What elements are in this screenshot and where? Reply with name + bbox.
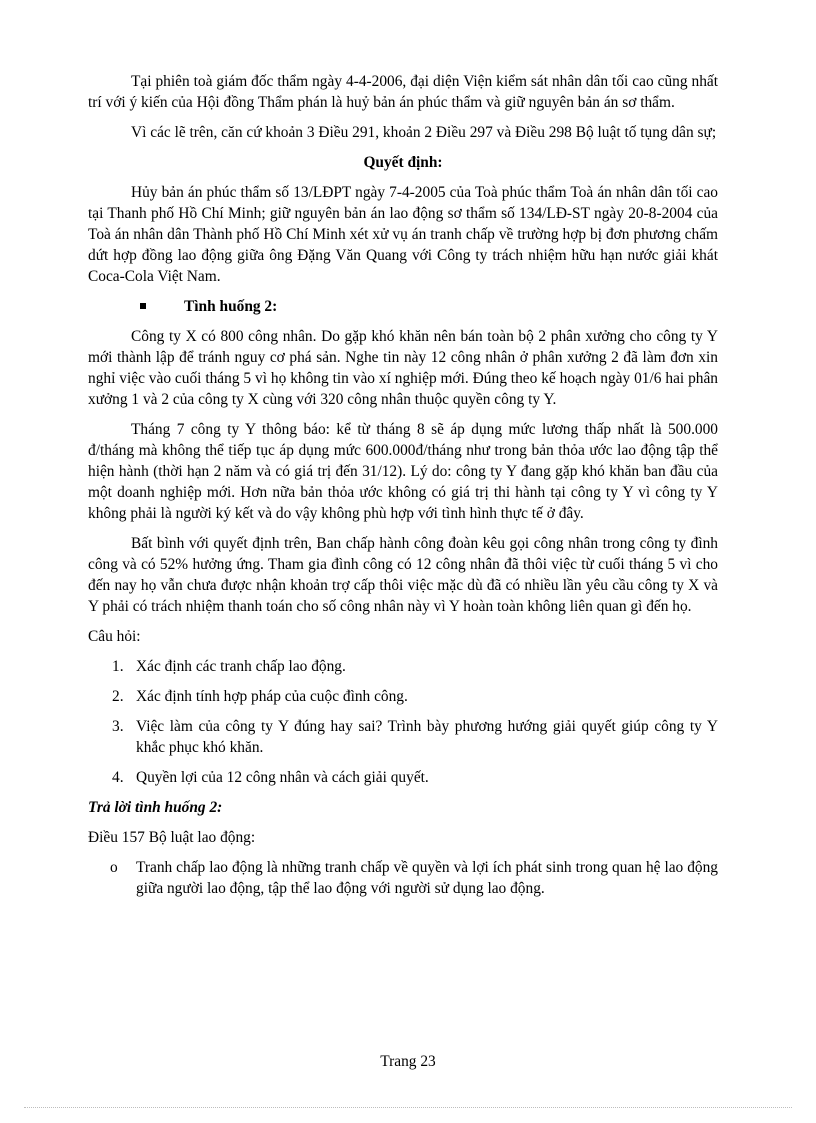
question-text: Xác định tính hợp pháp của cuộc đình công. (136, 688, 408, 705)
question-number: 4. (112, 769, 124, 786)
question-number: 1. (112, 658, 124, 675)
paragraph-case-2: Tháng 7 công ty Y thông báo: kể từ tháng 8 sẽ áp dụng mức lương thấp nhất là 500.000 đ/tháng mà không thể tiếp tục áp dụng mức 600.000đ/tháng như trong bản thỏa ước lao động tập thể hiện hành (thời hạn 2 năm và có giá trị đến 31/12). Lý do: công ty Y đang gặp khó khăn ban đầu của một doanh nghiệp mới. Hơn nữa bản thỏa ước không có giá trị thi hành tại công ty Y vì công ty Y không phải là người ký kết và do vậy không phù hợp với tình hình thực tế ở đây. (88, 421, 718, 522)
answer-list-item (88, 857, 718, 899)
question-item (88, 767, 718, 788)
question-number: 3. (112, 718, 124, 735)
paragraph-case-3: Bất bình với quyết định trên, Ban chấp hành công đoàn kêu gọi công nhân trong công ty đình công và có 52% hưởng ứng. Tham gia đình công có 12 công nhân đã thôi việc từ cuối tháng 5 vì cho đến nay họ vẫn chưa được nhận khoản trợ cấp thôi việc mặc dù đã có nhiều lần yêu cầu công ty X và Y phải có trách nhiệm thanh toán cho số công nhân này vì Y hoàn toàn không liên quan gì đến họ. (88, 535, 718, 615)
question-text: Việc làm của công ty Y đúng hay sai? Trình bày phương hướng giải quyết giúp công ty Y khắc phục khó khăn. (136, 718, 718, 756)
square-bullet-icon (140, 303, 146, 309)
paragraph-case-1: Công ty X có 800 công nhân. Do gặp khó khăn nên bán toàn bộ 2 phân xưởng cho công ty Y mới thành lập để tránh nguy cơ phá sản. Nghe tin này 12 công nhân ở phân xưởng 2 đã làm đơn xin nghỉ việc vào cuối tháng 5 vì họ không tin vào xí nghiệp mới. Đúng theo kế hoạch ngày 01/6 hai phân xưởng 1 và 2 của công ty X cùng với 320 công nhân thuộc quyền công ty Y. (88, 328, 718, 408)
page-body (88, 71, 718, 899)
questions-label: Câu hỏi: (88, 628, 141, 645)
question-item (88, 656, 718, 677)
question-text: Xác định các tranh chấp lao động. (136, 658, 346, 675)
question-item (88, 686, 718, 707)
case-heading (88, 296, 718, 317)
paragraph-cassation-hearing: Tại phiên toà giám đốc thẩm ngày 4-4-2006, đại diện Viện kiểm sát nhân dân tối cao cũng nhất trí với ý kiến của Hội đồng Thẩm phán là huỷ bản án phúc thẩm và giữ nguyên bản án sơ thẩm. (88, 73, 718, 111)
circle-bullet-icon: o (110, 859, 118, 876)
page-bottom-divider (24, 1107, 792, 1108)
questions-list (88, 656, 718, 788)
decision-heading: Quyết định: (363, 154, 443, 171)
question-number: 2. (112, 688, 124, 705)
page-number-footer: Trang 23 (380, 1053, 436, 1070)
answer-item-text: Tranh chấp lao động là những tranh chấp về quyền và lợi ích phát sinh trong quan hệ lao động giữa người lao động, tập thể lao động với người sử dụng lao động. (136, 859, 718, 897)
question-item (88, 716, 718, 758)
paragraph-decision: Hủy bản án phúc thẩm số 13/LĐPT ngày 7-4-2005 của Toà phúc thẩm Toà án nhân dân tối cao tại Thanh phố Hồ Chí Minh; giữ nguyên bản án lao động sơ thẩm số 134/LĐ-ST ngày 20-8-2004 của Toà án nhân dân Thành phố Hồ Chí Minh xét xử vụ án tranh chấp về trường hợp bị đơn phương chấm dứt hợp đồng lao động giữa ông Đặng Văn Quang với Công ty trách nhiệm hữu hạn nước giải khát Coca-Cola Việt Nam. (88, 184, 718, 285)
paragraph-legal-basis: Vì các lẽ trên, căn cứ khoản 3 Điều 291, khoản 2 Điều 297 và Điều 298 Bộ luật tố tụng dân sự; (131, 124, 717, 141)
answer-intro: Điều 157 Bộ luật lao động: (88, 829, 256, 846)
case-heading-text: Tình huống 2: (184, 298, 278, 315)
answer-heading: Trả lời tình huống 2: (88, 799, 223, 816)
question-text: Quyền lợi của 12 công nhân và cách giải quyết. (136, 769, 429, 786)
